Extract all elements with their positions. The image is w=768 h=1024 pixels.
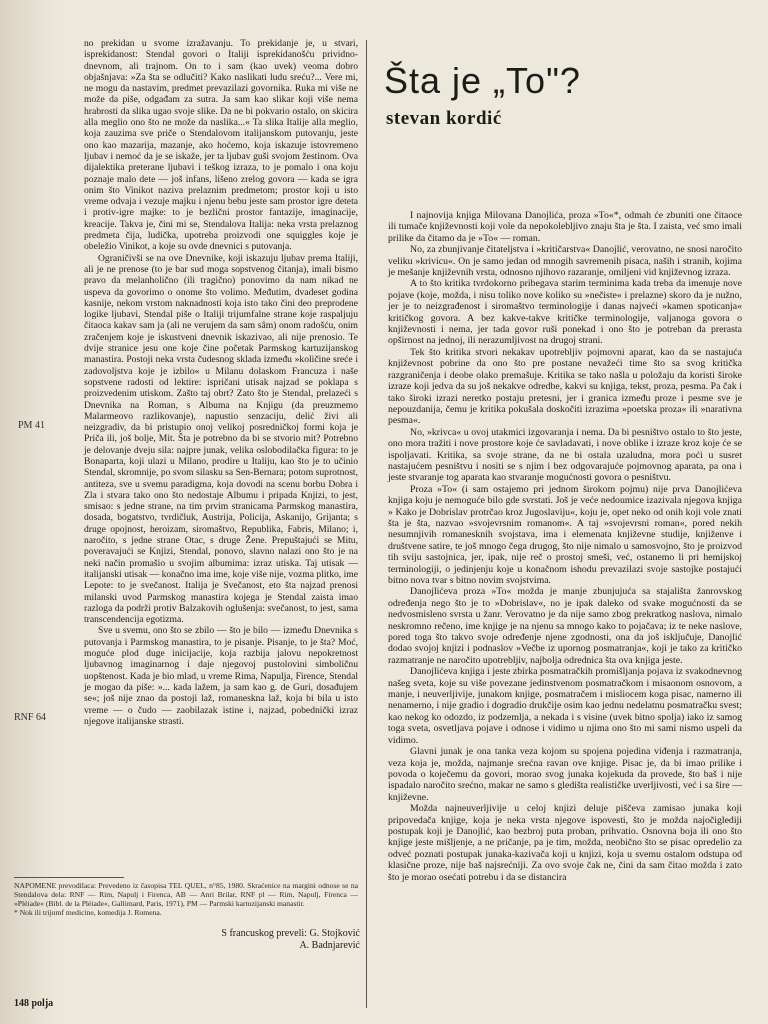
footnote: * Nok ili trijumf medicine, komedija J. Romena. [14, 908, 162, 917]
translator-credits [150, 928, 360, 952]
translator-line: A. Badnjarević [299, 940, 360, 951]
article-paragraph: Proza »To« (i sam ostajemo pri jednom širokom pojmu) nije prva Danojlićeva knjiga koju je nemoguće bilo gde svrstati. Još je veće nedoumice izazivala njegova knjiga » Kako je Dobrislav protrčao kroz Jugoslaviju«, koju je, opet neko od onih koji vole znati šta je šta, nazvao »svojevrsnim romanom«. A taj »svojevrsni roman«, pored nekih nesumnjivih romanesknih svojstava, ima i elemenata književne studije, knjiženve i društvene satire, te još mnogo čega drugog, što nije nimalo u samosvojno, što je proizvod tih sviju sastojnica, jer, ipak, nije reč o prostoj smeši, već, ostanemo li pri hemijskoj terminologiji, o jedinjenju koje u konačnom ishodu prevazilazi svoje sastojke postajući bitno nova tvar s bitno novim svojstvima. [388, 483, 742, 586]
column-divider [366, 40, 367, 1008]
article-paragraph: Možda najneuverljivije u celoj knjizi deluje piščeva zamisao junaka koji pripovedača knjige, koja je neka vrsta njegove ispovesti, što je možda najočiglediji postupak koji je Danojlić, kao bezbroj puta proban, prihvatio. Osnovna boja ili ono što knjige jeste mišljenje, a ne pričanje, pa je tim, možda, neobično što se pisac opredelio za odveć poznati postupak junaka-kazivača koji u knjizi, koja u svemu ostalom odstupa od klasične proze, nije baš najsrećniji. Za ovo svoje čak ne, čini da sam čitao možda i zato što je morao osećati potrebu i da se distancira [388, 803, 742, 883]
article-paragraph: No, »krivca« u ovoj utakmici izgovaranja i nema. Da bi pesništvo ostalo to što jeste, ono mora tražiti i nove prostore koje će savladavati, i nove oblike i izraze kroz koje će se ispoljavati. Kritika, sa svoje strane, da ne bi ostala uzaludna, mora poći u susret nastajućem pesništvu i nositi se s njim i bez odgovarajuće pojmovnog aparata, pa ona i jeste stvaranje tog aparata kao stvaranje mogućnosti govora o pesništvu. [388, 426, 742, 484]
article-paragraph: I najnovija knjiga Milovana Danojlića, proza »To«*, odmah će zbuniti one čitaoce ili tumače književnosti koji vole da nepokolebljivo znaju šta je šta. I zaista, već smo imali prilike da čitamo da je »To« — roman. [388, 210, 742, 244]
page-folio: 148 polja [14, 998, 54, 1009]
footnote-rule [14, 877, 124, 878]
margin-note-rnf: RNF 64 [14, 712, 46, 723]
footnote: NAPOMENE prevodilaca: Prevedeno iz časopisa TEL QUEL, n°85, 1980. Skraćenice na margini odnose se na Stendalova dela: RNF — Rim, Napulj i Firenca, AB — Anri Brilar, RNF pl — Rim, Napulj, Firenca — »Pléiade« (Bibl. de la Pléiade«, Gallimard, Paris, 1971), PM — Parmski kartuzijanski manastir. [14, 881, 358, 908]
left-paragraph: Sve u svemu, ono što se zbilo — što je bilo — između Dnevnika s putovanja i Parmskog manastira, to je pisanje. Pisanje, to je šta? Moć, moguće plod duge inicijacije, koja razbija jalovu nepokretnost ljubavnog imaginarnog i daje njegovoj pustolovini simboličnu uopštenost. Kada je bio mlad, u vreme Rima, Napulja, Firence, Stendal je mogao da piše: »... kada lažem, ja sam kao g. de Guri, dosađujem se«; još nije znao da postoji laž, romaneskna laž, koja bi bila u isto vreme — o čudo — zaobilazak istine i, najzad, pobednički izraz njegove italijanske strasti. [84, 625, 358, 727]
article-paragraph: No, za zbunjivanje čitateljstva i »kritičarstva« Danojlić, verovatno, ne snosi naročito veliku »krivicu«. On je samo jedan od mnogih savremenih pisaca, naših i stranih, kojima je mešanje književnih vrsta, odnosno njihovo razaranje, omiljeni vid književnog izraza. [388, 244, 742, 279]
translator-line: S francuskog preveli: G. Stojković [221, 928, 360, 939]
left-column [84, 38, 358, 727]
article-paragraph: Danojlićeva proza »To« možda je manje zbunjujuća sa stajališta žanrovskog određenja nego što je to »Dobrislav«, no je ipak daleko od svake mogućnosti da se nedvosmisleno svrsta u žanr. Verovatno je da nije samo zbog prekratkog naslova, nimalo neskromno rečeno, ime knjige je na njenu sa mnogo kako to pojačava; iz te neke naslove, pored toga što takvo svoje određenje njene zgodnosti, ona da još isključuje, Danojlić dodao svojoj knjizi i podnaslov »Večbe iz upornog posmatranja«, koji je tako za kritičko razmatranje ne naročito upotrebljiv, najbolja odrednica šta ova knjiga jeste. [388, 586, 742, 666]
left-paragraph: no prekidan u svome izražavanju. To prekidanje je, u stvari, isprekidanost: Stendal govori o Italiji isprekidanošću prividno-dnevnom, ali trajnom. On to i sam (kao uvek) veoma dobro objašnjava: »Za šta se odlučiti? Kako naslikati ludu sreću?... Vere mi, ne mogu da nastavim, predmet prevazilazi govornika. Ruka mi više ne može da piše, odgađam za sutra. Ja sam kao slikar koji više nema hrabrosti da slika ugao svoje slike. Da ne bi pokvario ostalo, on skicira alla meglio ono što ne može da naslika...« Ta slika Italije alla meglio, koja zauzima sve priče o Stendalovom italijanskom putovanju, jeste ono kao mazarija, mazanje, ako hoćemo, koja iskazuje istovremeno ljubav i nemoć da je se iskaže, jer ta ljubav guši svojom žestinom. Ova dijalektika preterane ljubavi i teškog izraza, to je pomalo i ona koju poznaje malo dete — još infans, lišeno zrelog govora — kada se igra onim što Vinikot naziva prelaznim predmetom; prostor koji u isto vreme odvaja i vezuje majku i njenu bebu jeste sam prostor igre deteta i protiv-igre majke: to je bezlični prostor fantazije, imaginacije, kreacije. Takva je, čini mi se, Stendalova Italija: neka vrsta prelaznog predmeta čija, ludička, upotreba proizvodi one squiggles koje je obeležio Vinikot, a koje su ovde dnevnici s putovanja. [84, 38, 358, 253]
article-paragraph: Tek što kritika stvori nekakav upotrebljiv pojmovni aparat, kao da se nastajuća književnost pobrine da ono što pre postane nevažeći time što sa svog kritička razgraničenja i deobe olako premašuje. Kritika se tako našla u položaju da koristi široke izraze koji jedva da su još nekakve odredbe, kakvi su knjiga, tekst, proza, pesma. Pa čak i tako široki izrazi neretko postaju pretesni, jer i granica između proze i pesme sve je nepouzdanija, čemu je kritika pokušala doskočiti izrazima »poetska proza« ili »narativna pesma«. [388, 346, 742, 427]
article-author: stevan kordić [386, 108, 502, 129]
article-paragraph: Danojlićeva knjiga i jeste zbirka posmatračkih promišljanja pojava iz svakodnevnog našeg sveta, koje su više povezane jedinstvenom posmatračkom i misaonom osnovom, a manje, i neuverljivije, junakom knjige, posmatračem i misliocem koga pisac, namerno ili nenamerno, i nije gradio i dogradio drukčije osim kao jednu nedelatnu posmatračku svest; kao nekog ko odozdo, iz podzemlja, a nekada i s visine (uvek bitno spolja) iako iz samog toga sveta, osvetljava pojave i odnose i vidimo u njima ono što mi sami nismo uspeli da vidimo. [388, 666, 742, 746]
article-title: Šta je „To"? [384, 60, 581, 102]
footnotes [14, 877, 358, 917]
article-paragraph: Glavni junak je ona tanka veza kojom su spojena pojedina viđenja i razmatranja, veza koja je, možda, najmanje srećna ravan ove knjige. Pisac je, da bi imao prilike i povoda o koječemu da govori, morao svog junaka kojekuda da provede, što baš i nije ispadalo naročito srećno, makar ne samo s gledišta realističke uverljivosti, već i sa šire — književne. [388, 746, 742, 803]
right-column [388, 210, 742, 883]
left-paragraph: Ograničivši se na ove Dnevnike, koji iskazuju ljubav prema Italiji, ali je ne prenose (to je bar sud moga sopstvenog čitanja), imali bismo pravo da melanholično (ili tragično) ponovimo da nam nikad ne uspeva da govorimo o onome što volimo. Međutim, dvadeset godina kasnije, nekom vrstom naknadnosti koja isto tako čini deo preprodene logike ljubavi, Stendal piše o Italiji trijumfalne strane koje raspaljuju čitaoca kakav sam ja (ali ne verujem da sam sâm) onom radošću, onim zračenjem koje je iskustveni dnevnik iskazivao, ali nije prenosio. Te dvije stranice jesu one koje čine početak Parmskog kartuzijanskog manastira. Postoji neka vrsta čudesnog sklada između »količine sreće i zadovoljstva koje je izbilo« u Milanu dolaskom Francuza i naše sopstvene radosti od lektire: ispričani utisak najzad se poklapa s proizvedenim utiskom. Zašto taj obrt? Zato što je Stendal, prelazeći s Dnevnika na Roman, s Albuma na Knjigu (da preuzmemo Malarmeovo razlikovanje), napustio senzaciju, delić živi ali neizgradiv, da bi pristupio onoj velikoj posredničkoj formi koja je Priča ili, još bolje, Mit. Šta je potrebno da bi se stvorio mit? Potrebno je delovanje dveju sila: najpre junak, velika oslobodilačka figura: to je Bonaparta, koji ulazi u Milano, prodire u Italiju, kao što je to učinio Stendal, skromnije, po svom silasku sa Sen-Bernara; potom suprotnost, antiteza, sve u svemu paradigma, koja dovodi na scenu borbu Dobra i Zla i stvara tako ono što nedostaje Albumu i pripada Knjizi, to jest, smisao: s jedne strane, na tim prvim stranicama Parmskog manastira, dosada, bogatstvo, tvrdičluk, Austrija, Policija, Askanijo, Grijanta; s druge opojnost, heroizam, siromaštvo, Republika, Fabris, Milano; i, naročito, s jedne strane Otac, s druge Žene. Prepuštajući se Mitu, poveravajući se Knjizi, Stendal, ponovo, slavno nalazi ono što je na neki način promašio u svojim albumima: izraz utiska. Taj utisak — italijanski utisak — konačno ima ime, koje više nije, vozma plitko, ime Lepote: to je svečanost. Italija je Svečanost, eto šta najzad prenosi milanski uvod Parmskog manastira kojega je Stendal zaista imao razloga da podrži protiv Balzakovih oglušenja: svečanost, to jest, sama transcendencija egotizma. [84, 252, 358, 626]
margin-note-pm: PM 41 [18, 420, 45, 431]
scan-edge [0, 0, 58, 1024]
article-paragraph: A to što kritika tvrdokorno pribegava starim terminima kada treba da imenuje nove pojave (koje, možda, i nisu toliko nove koliko su »nečiste« i prelazne) skoro da je nužno, jer je to neizgrađenost i siromaštvo terminologije i danas najveći »kamen spoticanja« kritičkog govora. A bez kakve-takve kritičke terminologije, valjanoga govora o književnosti i nema, jer tada govor ruši ponekad i ono što je potreban da prerasta opširnost na jednoj, ili nerazumljivost na drugoj strani. [388, 278, 742, 347]
